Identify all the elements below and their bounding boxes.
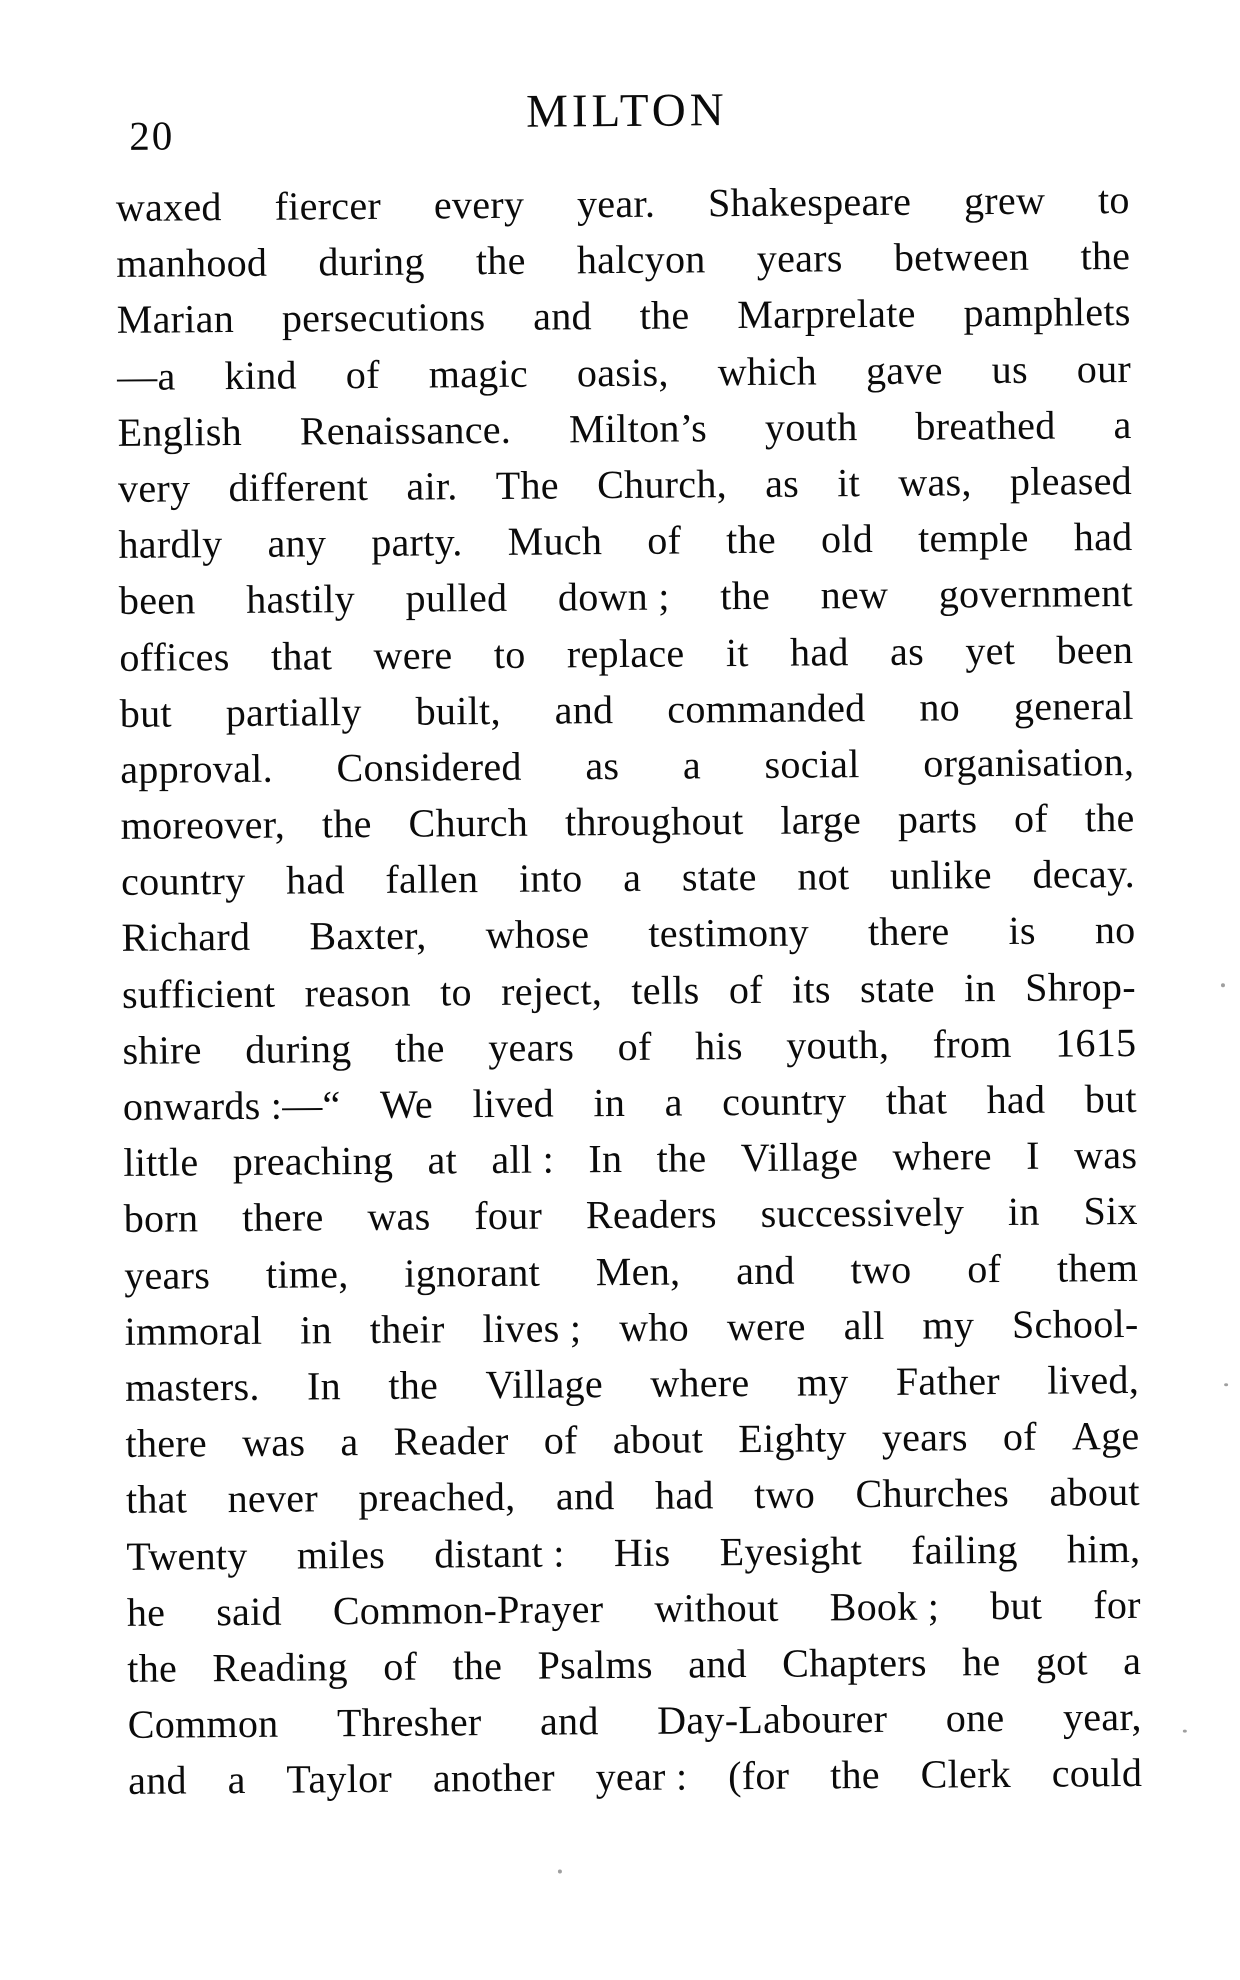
text-line (124, 1240, 1138, 1304)
word: Reader (393, 1418, 509, 1464)
word: Thresher (336, 1699, 482, 1746)
word: country (120, 858, 246, 905)
word: lived (472, 1080, 555, 1127)
word: every (433, 181, 525, 228)
word: of (1013, 795, 1049, 841)
word: but (990, 1582, 1043, 1628)
word: Day-Labourer (656, 1695, 888, 1743)
word: throughout (564, 798, 744, 845)
word: all (843, 1302, 885, 1349)
word: 1615 (1054, 1019, 1137, 1066)
text-line (126, 1520, 1140, 1584)
word: four (474, 1192, 543, 1239)
word: and (554, 686, 614, 733)
word: tells (631, 967, 700, 1013)
word: not (797, 853, 850, 899)
word: a (682, 742, 702, 788)
word: been (1056, 626, 1134, 673)
word: different (228, 463, 369, 510)
word: Age (1071, 1413, 1140, 1459)
word: my (922, 1301, 975, 1348)
word: distant : (434, 1529, 565, 1576)
word: English (117, 408, 243, 455)
word: —a (116, 353, 176, 399)
word: yet (965, 627, 1016, 673)
word: sufficient (121, 970, 276, 1017)
word: Milton’s (568, 405, 708, 452)
word: approval. (120, 745, 274, 792)
word: had (1073, 514, 1133, 560)
text-line (121, 846, 1135, 910)
text-line (116, 228, 1130, 292)
word: to (439, 968, 473, 1015)
word: offices (119, 633, 230, 680)
word: years (488, 1024, 575, 1070)
word: hardly (118, 521, 223, 568)
word: years (756, 235, 843, 282)
word: We (379, 1081, 434, 1127)
word: ignorant (404, 1249, 541, 1296)
word: immoral (124, 1307, 263, 1354)
word: general (1013, 682, 1134, 729)
word: Men, (595, 1248, 681, 1294)
word: Book ; (829, 1583, 940, 1630)
word: been (118, 577, 196, 624)
word: old (820, 516, 874, 562)
word: very (117, 465, 191, 511)
word: of (647, 517, 682, 563)
word: to (493, 631, 526, 677)
word: party. (371, 519, 463, 566)
word: Much (507, 518, 603, 564)
word: of (617, 1023, 652, 1069)
word: masters. (124, 1363, 260, 1410)
word: a (1113, 401, 1132, 447)
word: The (495, 462, 560, 508)
word: Village (485, 1361, 604, 1408)
scan-speck (558, 1869, 562, 1873)
word: kind (224, 352, 298, 398)
word: social (764, 740, 860, 787)
word: the (829, 1752, 881, 1798)
word: little (123, 1139, 199, 1186)
word: any (267, 520, 327, 566)
word: said (216, 1588, 283, 1634)
word: as (889, 628, 925, 674)
word: of (345, 351, 380, 397)
word: were (373, 631, 453, 678)
page-text (116, 172, 1143, 1809)
word: lived, (1047, 1356, 1140, 1403)
word: another (432, 1754, 556, 1801)
word: failing (911, 1526, 1018, 1573)
word: persecutions (281, 294, 486, 342)
text-line (128, 1745, 1142, 1809)
text-line (122, 1015, 1136, 1079)
word: partially (225, 688, 362, 735)
word: Reading (212, 1644, 349, 1691)
word: pamphlets (963, 289, 1131, 336)
word: there (867, 908, 950, 955)
word: parts (897, 796, 978, 842)
word: as (585, 742, 620, 789)
word: two (754, 1471, 816, 1518)
word: Village (740, 1134, 859, 1181)
word: country (722, 1078, 847, 1125)
word: a (622, 855, 642, 901)
word: Churches (855, 1470, 1010, 1517)
text-line (120, 678, 1134, 742)
word: Church, (596, 461, 728, 508)
text-line (126, 1464, 1140, 1528)
word: my (796, 1359, 849, 1405)
word: that (270, 632, 333, 679)
text-line (117, 397, 1131, 461)
text-line (120, 790, 1134, 854)
word: manhood (116, 239, 268, 287)
word: Father (895, 1357, 1001, 1404)
word: of (728, 966, 763, 1012)
word: between (893, 233, 1030, 281)
text-line (125, 1352, 1139, 1416)
word: His (613, 1529, 671, 1575)
word: the (1084, 795, 1135, 841)
word: all : (491, 1136, 555, 1183)
word: that (885, 1077, 948, 1123)
word: fallen (385, 856, 479, 903)
word: Common-Prayer (332, 1585, 604, 1633)
word: Renaissance. (299, 406, 512, 454)
word: Church (408, 799, 529, 846)
word: the (394, 1025, 445, 1071)
word: but (1084, 1075, 1137, 1122)
word: Marprelate (737, 291, 916, 338)
word: reason (304, 969, 412, 1016)
word: he (126, 1589, 166, 1635)
word: a (227, 1757, 246, 1803)
word: commanded (667, 684, 866, 732)
word: the (388, 1362, 439, 1408)
word: onwards :—“ (122, 1082, 341, 1129)
word: at (427, 1137, 458, 1183)
word: him, (1066, 1525, 1141, 1572)
text-line (127, 1633, 1141, 1697)
word: the (720, 573, 771, 619)
word: Eyesight (719, 1527, 863, 1574)
word: Eighty (738, 1415, 847, 1462)
word: In (588, 1136, 623, 1182)
text-line (123, 1071, 1137, 1135)
word: of (543, 1417, 578, 1463)
word: no (1094, 907, 1136, 953)
word: down ; (557, 573, 670, 620)
text-line (128, 1689, 1142, 1753)
word: which (717, 347, 818, 394)
word: without (654, 1584, 779, 1631)
word: got (1035, 1638, 1089, 1684)
word: years (881, 1414, 968, 1461)
word: in (1007, 1189, 1040, 1235)
text-line (124, 1296, 1138, 1360)
word: about (612, 1416, 704, 1463)
word: that (125, 1476, 188, 1523)
page-number: 20 (129, 112, 175, 159)
word: its (791, 965, 831, 1012)
word: it (837, 460, 861, 506)
word: two (850, 1246, 912, 1292)
word: waxed (115, 184, 222, 230)
word: School- (1011, 1300, 1139, 1347)
word: into (518, 855, 583, 902)
word: was, (898, 459, 972, 505)
word: could (1051, 1750, 1143, 1796)
word: our (1076, 345, 1132, 391)
word: decay. (1032, 851, 1136, 898)
word: of (1002, 1413, 1037, 1460)
word: Twenty (126, 1532, 248, 1579)
word: Taylor (286, 1756, 393, 1802)
text-line (125, 1408, 1139, 1472)
word: never (227, 1475, 319, 1522)
word: the (452, 1642, 503, 1689)
word: had (285, 857, 345, 903)
word: testimony (648, 909, 810, 957)
word: year : (595, 1753, 688, 1800)
word: breathed (915, 402, 1056, 449)
word: grew (963, 177, 1046, 224)
word: their (369, 1306, 445, 1352)
word: lives ; (482, 1305, 582, 1351)
word: Readers (585, 1191, 718, 1238)
word: who (618, 1304, 690, 1350)
word: air. (406, 463, 458, 509)
word: In (306, 1363, 342, 1409)
word: was (1073, 1132, 1138, 1178)
word: and (533, 293, 593, 340)
word: successively (760, 1189, 965, 1237)
word: no (919, 684, 961, 730)
word: preached, (358, 1474, 516, 1521)
text-line (119, 621, 1133, 685)
word: a (664, 1079, 683, 1125)
word: about (1049, 1469, 1141, 1515)
word: was (367, 1193, 431, 1240)
text-line (116, 172, 1130, 236)
word: pleased (1009, 457, 1133, 504)
text-line (122, 959, 1136, 1023)
word: was (241, 1419, 306, 1466)
word: preaching (232, 1137, 394, 1185)
word: is (1008, 908, 1036, 954)
text-line (117, 284, 1131, 348)
word: his (694, 1022, 743, 1069)
word: Marian (116, 296, 235, 343)
scan-speck (1221, 983, 1225, 987)
word: years (124, 1251, 211, 1298)
word: us (991, 346, 1029, 392)
word: where (892, 1133, 992, 1180)
word: Considered (336, 743, 522, 791)
word: during (318, 238, 425, 285)
word: new (820, 572, 889, 618)
text-line (117, 341, 1131, 405)
word: state (681, 854, 757, 900)
word: reject, (500, 967, 603, 1014)
scan-speck (1183, 1730, 1187, 1733)
word: fiercer (274, 182, 382, 229)
word: Six (1083, 1188, 1138, 1234)
text-line (119, 565, 1133, 629)
word: the (321, 801, 372, 847)
word: to (1097, 176, 1130, 223)
word: replace (566, 629, 685, 676)
word: a (1123, 1637, 1142, 1683)
word: pulled (405, 575, 508, 621)
word: had (789, 628, 849, 675)
word: where (650, 1359, 750, 1406)
word: I (1025, 1132, 1040, 1179)
word: the (726, 516, 777, 563)
word: in (593, 1079, 626, 1126)
word: youth, (786, 1021, 890, 1068)
word: but (119, 690, 173, 736)
word: Clerk (920, 1751, 1012, 1797)
text-line (121, 902, 1135, 966)
word: were (726, 1303, 806, 1349)
word: of (383, 1643, 418, 1689)
word: there (241, 1194, 324, 1241)
word: year. (576, 180, 656, 227)
word: moreover, (120, 801, 286, 848)
word: built, (415, 687, 501, 734)
word: the (475, 237, 526, 284)
word: Psalms (537, 1641, 653, 1688)
word: Chapters (781, 1639, 927, 1686)
word: and (687, 1640, 747, 1687)
word: as (764, 460, 800, 506)
word: the (1080, 233, 1131, 279)
word: hastily (246, 576, 356, 623)
word: the (656, 1135, 707, 1181)
word: them (1056, 1244, 1139, 1291)
word: youth (764, 403, 858, 450)
word: Richard (121, 914, 251, 961)
word: Shrop- (1024, 963, 1137, 1010)
word: government (938, 570, 1134, 617)
scan-speck (1224, 1383, 1228, 1386)
word: one (945, 1695, 1005, 1741)
word: and (735, 1247, 795, 1293)
word: and (555, 1473, 615, 1519)
word: temple (917, 514, 1029, 561)
word: gave (865, 347, 943, 393)
word: time, (265, 1250, 349, 1297)
word: miles (296, 1531, 386, 1578)
word: for (1093, 1581, 1141, 1627)
text-line (118, 453, 1132, 517)
text-line (120, 734, 1134, 798)
word: shire (122, 1027, 202, 1073)
word: Shakespeare (707, 178, 912, 226)
word: during (245, 1025, 352, 1072)
word: organisation, (923, 738, 1135, 786)
word: in (963, 964, 997, 1010)
word: Common (127, 1700, 279, 1747)
text-line (124, 1183, 1138, 1247)
word: it (725, 629, 749, 675)
word: born (123, 1195, 199, 1242)
word: Baxter, (309, 912, 427, 959)
word: whose (485, 911, 590, 958)
word: there (125, 1420, 208, 1467)
word: large (780, 797, 862, 843)
word: in (300, 1307, 333, 1353)
word: halcyon (576, 236, 706, 283)
word: he (961, 1638, 1001, 1685)
running-title: MILTON (525, 84, 728, 138)
word: from (932, 1020, 1012, 1067)
word: a (340, 1419, 359, 1465)
word: magic (428, 350, 529, 397)
word: and (539, 1698, 599, 1744)
word: the (639, 292, 690, 339)
text-line (118, 509, 1132, 573)
word: had (986, 1076, 1046, 1123)
word: year, (1062, 1693, 1142, 1740)
word: oasis, (576, 349, 669, 395)
word: the (127, 1645, 178, 1691)
word: and (128, 1757, 188, 1804)
word: unlike (889, 852, 993, 899)
text-line (127, 1577, 1141, 1641)
word: had (654, 1472, 714, 1519)
word: (for (727, 1752, 790, 1799)
word: state (859, 965, 936, 1011)
word: of (967, 1245, 1002, 1291)
text-line (123, 1127, 1137, 1191)
